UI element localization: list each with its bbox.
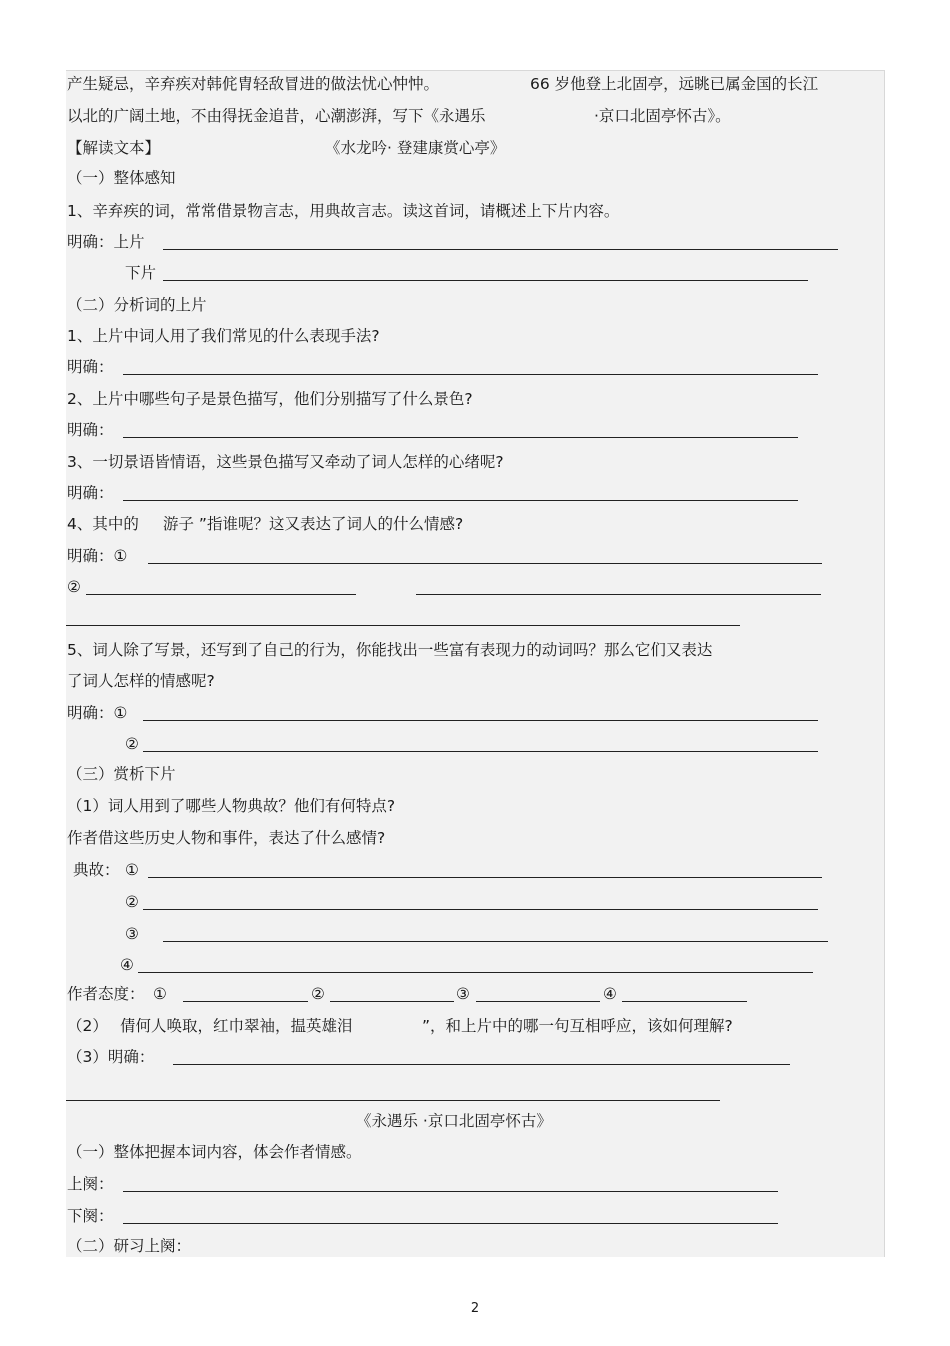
part3-question-2a: （2） — [67, 1017, 108, 1035]
part1-answer-lower-label: 下片 — [125, 264, 157, 282]
answer-number-2: ② — [125, 735, 139, 753]
part2-question-2: 2、上片中哪些句子是景色描写，他们分别描写了什么景色? — [67, 390, 473, 408]
part3-heading: （三）赏析下片 — [67, 765, 176, 783]
answer-line[interactable] — [148, 877, 822, 878]
allusion-label: 典故： — [73, 861, 120, 879]
part1-heading: （一）整体感知 — [67, 169, 176, 187]
answer-line[interactable] — [476, 1001, 600, 1002]
poem2-upper-label: 上阕： — [67, 1175, 114, 1193]
part3-question-2c: ”，和上片中的哪一句互相呼应，该如何理解? — [422, 1017, 733, 1035]
allusion-number-3: ③ — [125, 925, 139, 943]
answer-line[interactable] — [143, 909, 818, 910]
answer-line[interactable] — [123, 500, 798, 501]
part3-answer-3-label: （3）明确： — [67, 1048, 155, 1066]
part3-question-1: （1）词人用到了哪些人物典故？他们有何特点? — [67, 797, 396, 815]
answer-line[interactable] — [123, 1223, 778, 1224]
poem1-title: 《水龙吟· 登建康赏心亭》 — [325, 139, 506, 157]
answer-line[interactable] — [66, 625, 740, 626]
answer-line[interactable] — [148, 563, 822, 564]
part2-question-3: 3、一切景语皆情语，这些景色描写又牵动了词人怎样的心绪呢? — [67, 453, 504, 471]
part3-question-1b: 作者借这些历史人物和事件，表达了什么感情? — [67, 829, 386, 847]
poem2-part2-heading: （二）研习上阕： — [67, 1237, 192, 1255]
allusion-number-1: ① — [125, 861, 139, 879]
answer-line[interactable] — [123, 374, 818, 375]
answer-label: 明确： — [67, 421, 114, 439]
answer-line[interactable] — [622, 1001, 747, 1002]
answer-line[interactable] — [330, 1001, 454, 1002]
answer-line[interactable] — [86, 594, 356, 595]
part2-question-5b: 了词人怎样的情感呢? — [67, 672, 215, 690]
answer-line[interactable] — [416, 594, 821, 595]
answer-line[interactable] — [143, 720, 818, 721]
answer-line[interactable] — [163, 941, 828, 942]
attitude-number-4: ④ — [603, 985, 617, 1003]
part1-question-1: 1、辛弃疾的词，常常借景物言志，用典故言志。读这首词，请概述上下片内容。 — [67, 202, 620, 220]
answer-line[interactable] — [163, 249, 838, 250]
answer-line[interactable] — [66, 1100, 720, 1101]
answer-line[interactable] — [183, 1001, 308, 1002]
answer-label-1: 明确：① — [67, 547, 128, 565]
intro-line-1b: 66 岁他登上北固亭，远眺已属金国的长江 — [530, 75, 819, 93]
answer-line[interactable] — [143, 751, 818, 752]
section-label: 【解读文本】 — [67, 139, 161, 157]
attitude-label: 作者态度： — [67, 985, 145, 1003]
answer-number-2: ② — [67, 578, 81, 596]
poem2-title: 《永遇乐 ·京口北固亭怀古》 — [356, 1112, 552, 1130]
answer-line[interactable] — [123, 1191, 778, 1192]
answer-line[interactable] — [163, 280, 808, 281]
part2-heading: （二）分析词的上片 — [67, 296, 207, 314]
allusion-number-4: ④ — [120, 956, 134, 974]
intro-line-2a: 以北的广阔土地，不由得抚金追昔，心潮澎湃，写下《永遇乐 — [67, 107, 486, 125]
part2-question-4a: 4、其中的 — [67, 515, 139, 533]
answer-label: 明确： — [67, 484, 114, 502]
attitude-number-1: ① — [153, 985, 167, 1003]
answer-line[interactable] — [138, 972, 813, 973]
answer-label: 明确： — [67, 358, 114, 376]
allusion-number-2: ② — [125, 893, 139, 911]
answer-line[interactable] — [123, 437, 798, 438]
part2-question-1: 1、上片中词人用了我们常见的什么表现手法? — [67, 327, 380, 345]
intro-line-2b: ·京口北固亭怀古》。 — [594, 107, 731, 125]
part3-question-2b: 倩何人唤取，红巾翠袖，揾英雄泪 — [120, 1017, 353, 1035]
page-number: 2 — [470, 1301, 480, 1316]
answer-label-1: 明确：① — [67, 704, 128, 722]
answer-line[interactable] — [173, 1064, 790, 1065]
part2-question-4b: 游子 ”指谁呢？这又表达了词人的什么情感? — [163, 515, 464, 533]
attitude-number-2: ② — [311, 985, 325, 1003]
poem2-part1-heading: （一）整体把握本词内容，体会作者情感。 — [67, 1143, 362, 1161]
intro-line-1a: 产生疑忌，辛弃疾对韩侂胄轻敌冒进的做法忧心忡忡。 — [67, 75, 440, 93]
poem2-lower-label: 下阕： — [67, 1207, 114, 1225]
part1-answer-upper-label: 明确：上片 — [67, 233, 145, 251]
attitude-number-3: ③ — [456, 985, 470, 1003]
part2-question-5a: 5、词人除了写景，还写到了自己的行为，你能找出一些富有表现力的动词吗？那么它们又表达 — [67, 641, 713, 659]
